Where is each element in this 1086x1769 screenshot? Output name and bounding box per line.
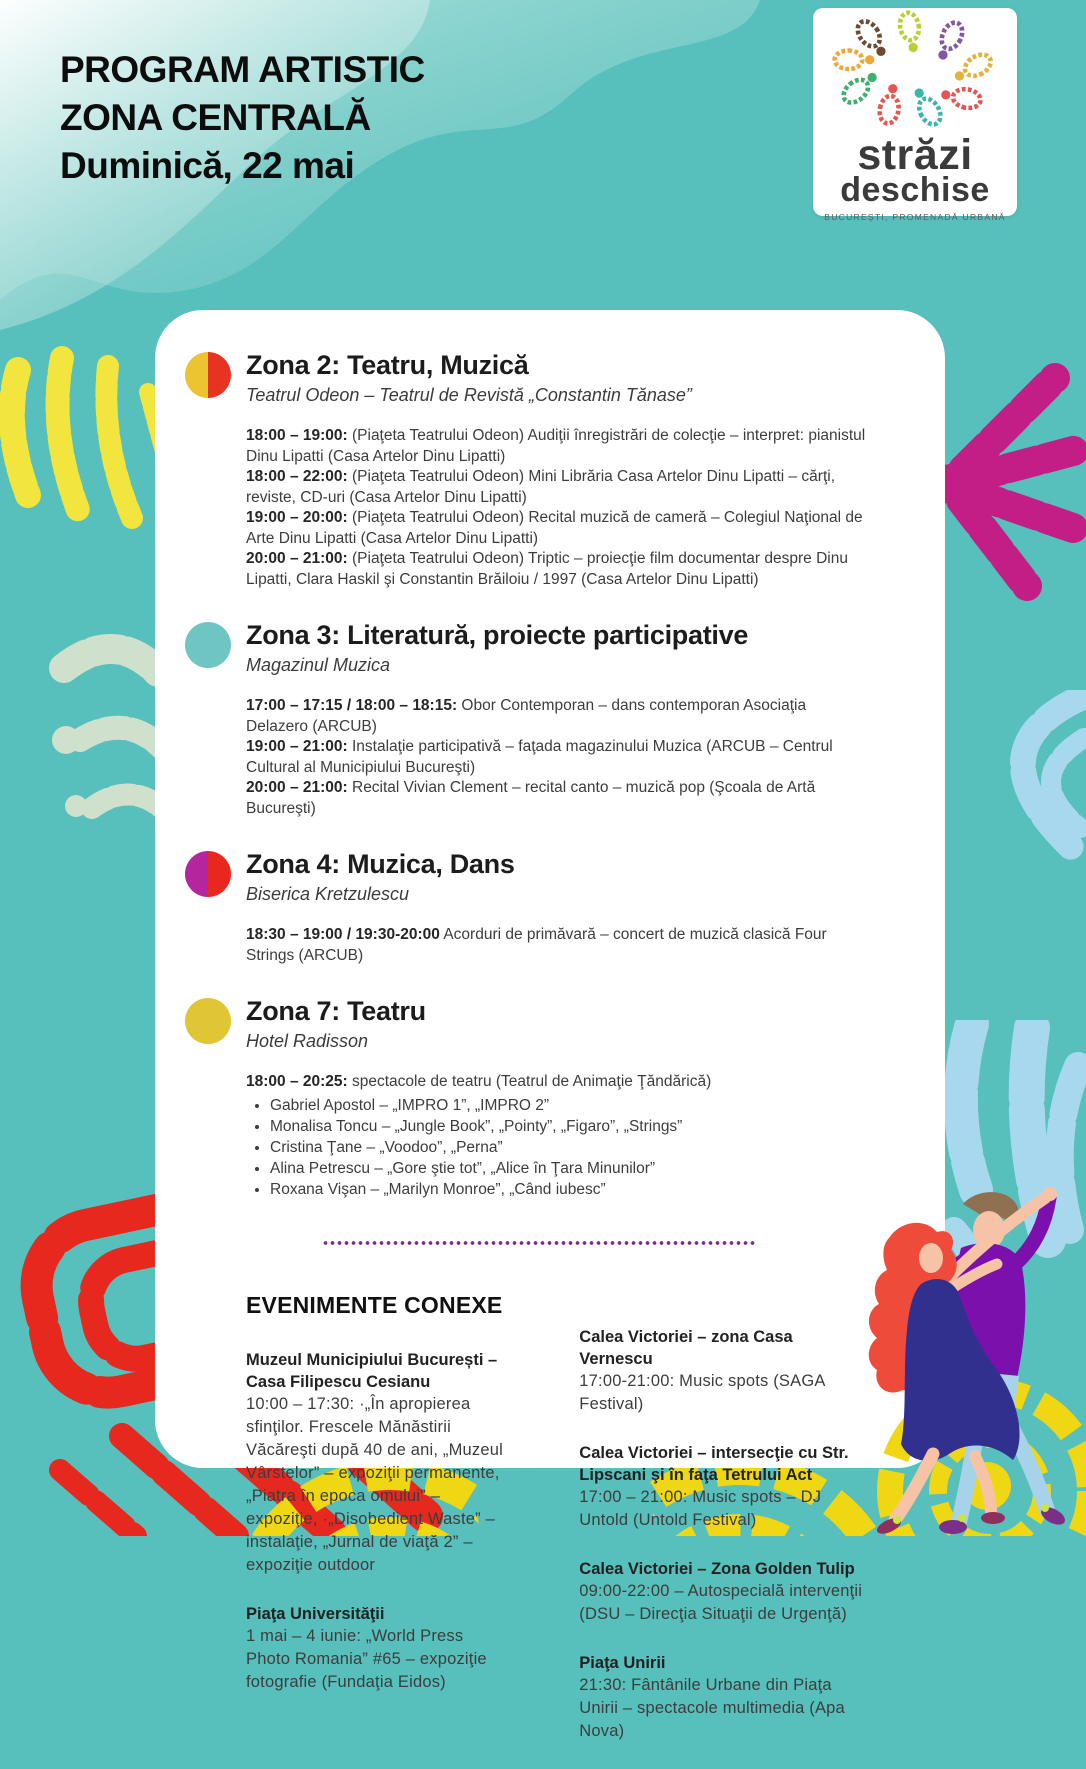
event-text: Recital Vivian Clement – recital canto – muzică pop (Şcoala de Artă Bucureşti) xyxy=(246,779,816,817)
dancing-couple-illustration xyxy=(845,1146,1086,1536)
event-text: (Piaţeta Teatrului Odeon) Mini Librăria Casa Artelor Dinu Lipatti – cărţi, reviste, CD-uri (Casa Artelor Dinu Lipatti) xyxy=(246,468,836,506)
footprint-shape xyxy=(933,19,967,63)
zone-title: Zona 3: Literatură, proiecte participative xyxy=(246,620,749,650)
event-text: Obor Contemporan – dans contemporan Asociaţia Delazero (ARCUB) xyxy=(246,697,807,735)
connected-event-item xyxy=(579,1442,870,1532)
connected-events-heading: EVENIMENTE CONEXE xyxy=(246,1291,503,1318)
connected-event-title: Calea Victoriei – intersecţie cu Str. Lipscani şi în faţa Tetrului Act xyxy=(579,1443,849,1484)
connected-event-item xyxy=(246,1349,503,1577)
zone-events xyxy=(246,426,870,590)
zones-list xyxy=(246,350,870,1200)
connected-event-text: 17:00 – 21:00: Music spots – DJ Untold (Untold Festival) xyxy=(579,1487,822,1529)
connected-event-text: 09:00-22:00 – Autospecială intervenţii (DSU – Direcţia Situaţii de Urgenţă) xyxy=(579,1581,863,1623)
event-time: 20:00 – 21:00: xyxy=(246,550,348,567)
footprint-shape xyxy=(839,67,881,107)
connected-event-title: Piaţa Unirii xyxy=(579,1653,666,1672)
footprint-shape xyxy=(898,11,923,53)
footprint-shape xyxy=(835,51,875,69)
logo-wordmark-line1: străzi xyxy=(857,131,973,179)
event-text: Instalaţie participativă – faţada magazinului Muzica (ARCUB – Centrul Cultural al Municipiului Bucureşti) xyxy=(246,738,833,776)
connected-event-text: 17:00-21:00: Music spots (SAGA Festival) xyxy=(579,1371,825,1413)
connected-events-section xyxy=(246,1292,870,1769)
connected-right-column xyxy=(579,1326,870,1769)
zone-title: Zona 2: Teatru, Muzică xyxy=(246,350,529,380)
poster-title-line1: PROGRAM ARTISTIC xyxy=(60,49,425,90)
strazi-deschise-logo xyxy=(813,8,1017,222)
zone-venue: Teatrul Odeon – Teatrul de Revistă „Constantin Tănase” xyxy=(246,385,692,405)
logo-tagline: BUCUREȘTI, PROMENADĂ URBANĂ xyxy=(824,212,1006,222)
connected-event-title: Calea Victoriei – Zona Golden Tulip xyxy=(579,1559,855,1578)
zone-venue: Biserica Kretzulescu xyxy=(246,884,410,904)
performer-item: • Gabriel Apostol – „IMPRO 1”, „IMPRO 2” xyxy=(270,1095,870,1116)
event-time: 17:00 – 17:15 / 18:00 – 18:15: xyxy=(246,697,458,714)
connected-event-item xyxy=(246,1603,503,1694)
connected-event-text: 21:30: Fântânile Urbane din Piaţa Unirii – spectacole multimedia (Apa Nova) xyxy=(579,1675,845,1740)
performer-item: • Alina Petrescu – „Gore ştie tot”, „Alice în Ţara Minunilor” xyxy=(270,1158,870,1179)
performer-item: • Roxana Vişan – „Marilyn Monroe”, „Când iubesc” xyxy=(270,1179,870,1200)
footprints-icon xyxy=(813,8,1017,130)
footprint-shape xyxy=(951,50,995,86)
celadon-doodle xyxy=(40,620,170,825)
event-text: (Piaţeta Teatrului Odeon) Audiţii înregistrări de colecţie – interpret: pianistul Dinu Lipatti (Casa Artelor Dinu Lipatti) xyxy=(246,427,866,465)
event-row xyxy=(246,467,870,508)
event-row xyxy=(246,508,870,549)
footprint-shape xyxy=(940,85,982,110)
event-row xyxy=(246,696,870,737)
poster-title-line3: Duminică, 22 mai xyxy=(60,145,355,186)
connected-event-item xyxy=(579,1558,870,1626)
event-text: (Piaţeta Teatrului Odeon) Recital muzică de cameră – Colegiul Naţional de Arte Dinu Lipatti (Casa Artelor Dinu Lipatti) xyxy=(246,509,863,547)
zone-section-zona-3 xyxy=(246,620,870,819)
zone-events xyxy=(246,925,870,966)
connected-event-item xyxy=(579,1652,870,1743)
event-row xyxy=(246,925,870,966)
connected-event-text: 10:00 – 17:30: ·„În apropierea sfinţilor. Frescele Mănăstirii Văcăreşti după 40 de ani, „Muzeul Vârstelor” – expoziţii permanente, „Piatra în epoca omului” – expoziţie, ·„Disobedient Waste” – instalaţie, „Jurnal de viaţă 2” – expoziţie outdoor xyxy=(246,1394,504,1574)
event-time: 20:00 – 21:00: xyxy=(246,779,348,796)
connected-left-column xyxy=(246,1292,503,1769)
zone-section-zona-4 xyxy=(246,849,870,966)
connected-event-title: Calea Victoriei – zona Casa Vernescu xyxy=(579,1327,793,1368)
zone-section-zona-2 xyxy=(246,350,870,590)
zone-section-zona-7 xyxy=(246,996,870,1200)
magenta-starburst-doodle xyxy=(935,360,1086,605)
zone-events xyxy=(246,1072,870,1200)
connected-event-title: Muzeul Municipiului București – Casa Filipescu Cesianu xyxy=(246,1350,498,1391)
connected-left-items xyxy=(246,1349,503,1694)
performer-item: • Monalisa Toncu – „Jungle Book”, „Pointy”, „Figaro”, „Strings” xyxy=(270,1116,870,1137)
zone-color-icon xyxy=(185,352,231,398)
event-row xyxy=(246,778,870,819)
event-time: 18:00 – 19:00: xyxy=(246,427,348,444)
footprint-shape xyxy=(853,17,891,60)
performer-list xyxy=(246,1095,870,1200)
poster-title-line2: ZONA CENTRALĂ xyxy=(60,97,371,138)
lightblue-arcs-doodle xyxy=(940,690,1086,885)
event-row xyxy=(246,426,870,467)
event-text: Acorduri de primăvară – concert de muzică clasică Four Strings (ARCUB) xyxy=(246,926,827,964)
footprint-shape xyxy=(878,83,903,125)
zone-venue: Hotel Radisson xyxy=(246,1031,369,1051)
poster-title xyxy=(60,46,425,190)
connected-event-item xyxy=(579,1326,870,1416)
performer-item: • Cristina Ţane – „Voodoo”, „Perna” xyxy=(270,1137,870,1158)
logo-wordmark-line2: deschise xyxy=(840,171,990,209)
event-row xyxy=(246,1072,870,1093)
zone-title: Zona 7: Teatru xyxy=(246,996,426,1026)
event-text: spectacole de teatru (Teatrul de Animaţie Ţăndărică) xyxy=(347,1073,712,1090)
event-row xyxy=(246,549,870,590)
event-time: 19:00 – 21:00: xyxy=(246,738,348,755)
zone-color-icon xyxy=(185,851,231,897)
connected-event-text: 1 mai – 4 iunie: „World Press Photo Romania” #65 – expoziţie fotografie (Fundaţia Eidos) xyxy=(246,1626,487,1691)
footprint-shape xyxy=(909,84,945,128)
event-time: 18:00 – 20:25: xyxy=(246,1073,348,1090)
connected-event-title: Piaţa Universităţii xyxy=(246,1604,385,1623)
zone-color-icon xyxy=(185,622,231,668)
dotted-divider xyxy=(322,1240,756,1246)
yellow-scribble-doodle xyxy=(0,330,170,545)
event-row xyxy=(246,737,870,778)
zone-venue: Magazinul Muzica xyxy=(246,655,391,675)
zone-title: Zona 4: Muzica, Dans xyxy=(246,849,515,879)
event-time: 19:00 – 20:00: xyxy=(246,509,348,526)
zone-color-icon xyxy=(185,998,231,1044)
event-text: (Piaţeta Teatrului Odeon) Triptic – proiecţie film documentar despre Dinu Lipatti, Clara Haskil şi Constantin Brăiloiu / 1997 (Casa Artelor Dinu Lipatti) xyxy=(246,550,848,588)
event-time: 18:30 – 19:00 / 19:30-20:00 xyxy=(246,926,440,943)
zone-events xyxy=(246,696,870,819)
event-time: 18:00 – 22:00: xyxy=(246,468,348,485)
program-card xyxy=(155,310,945,1740)
